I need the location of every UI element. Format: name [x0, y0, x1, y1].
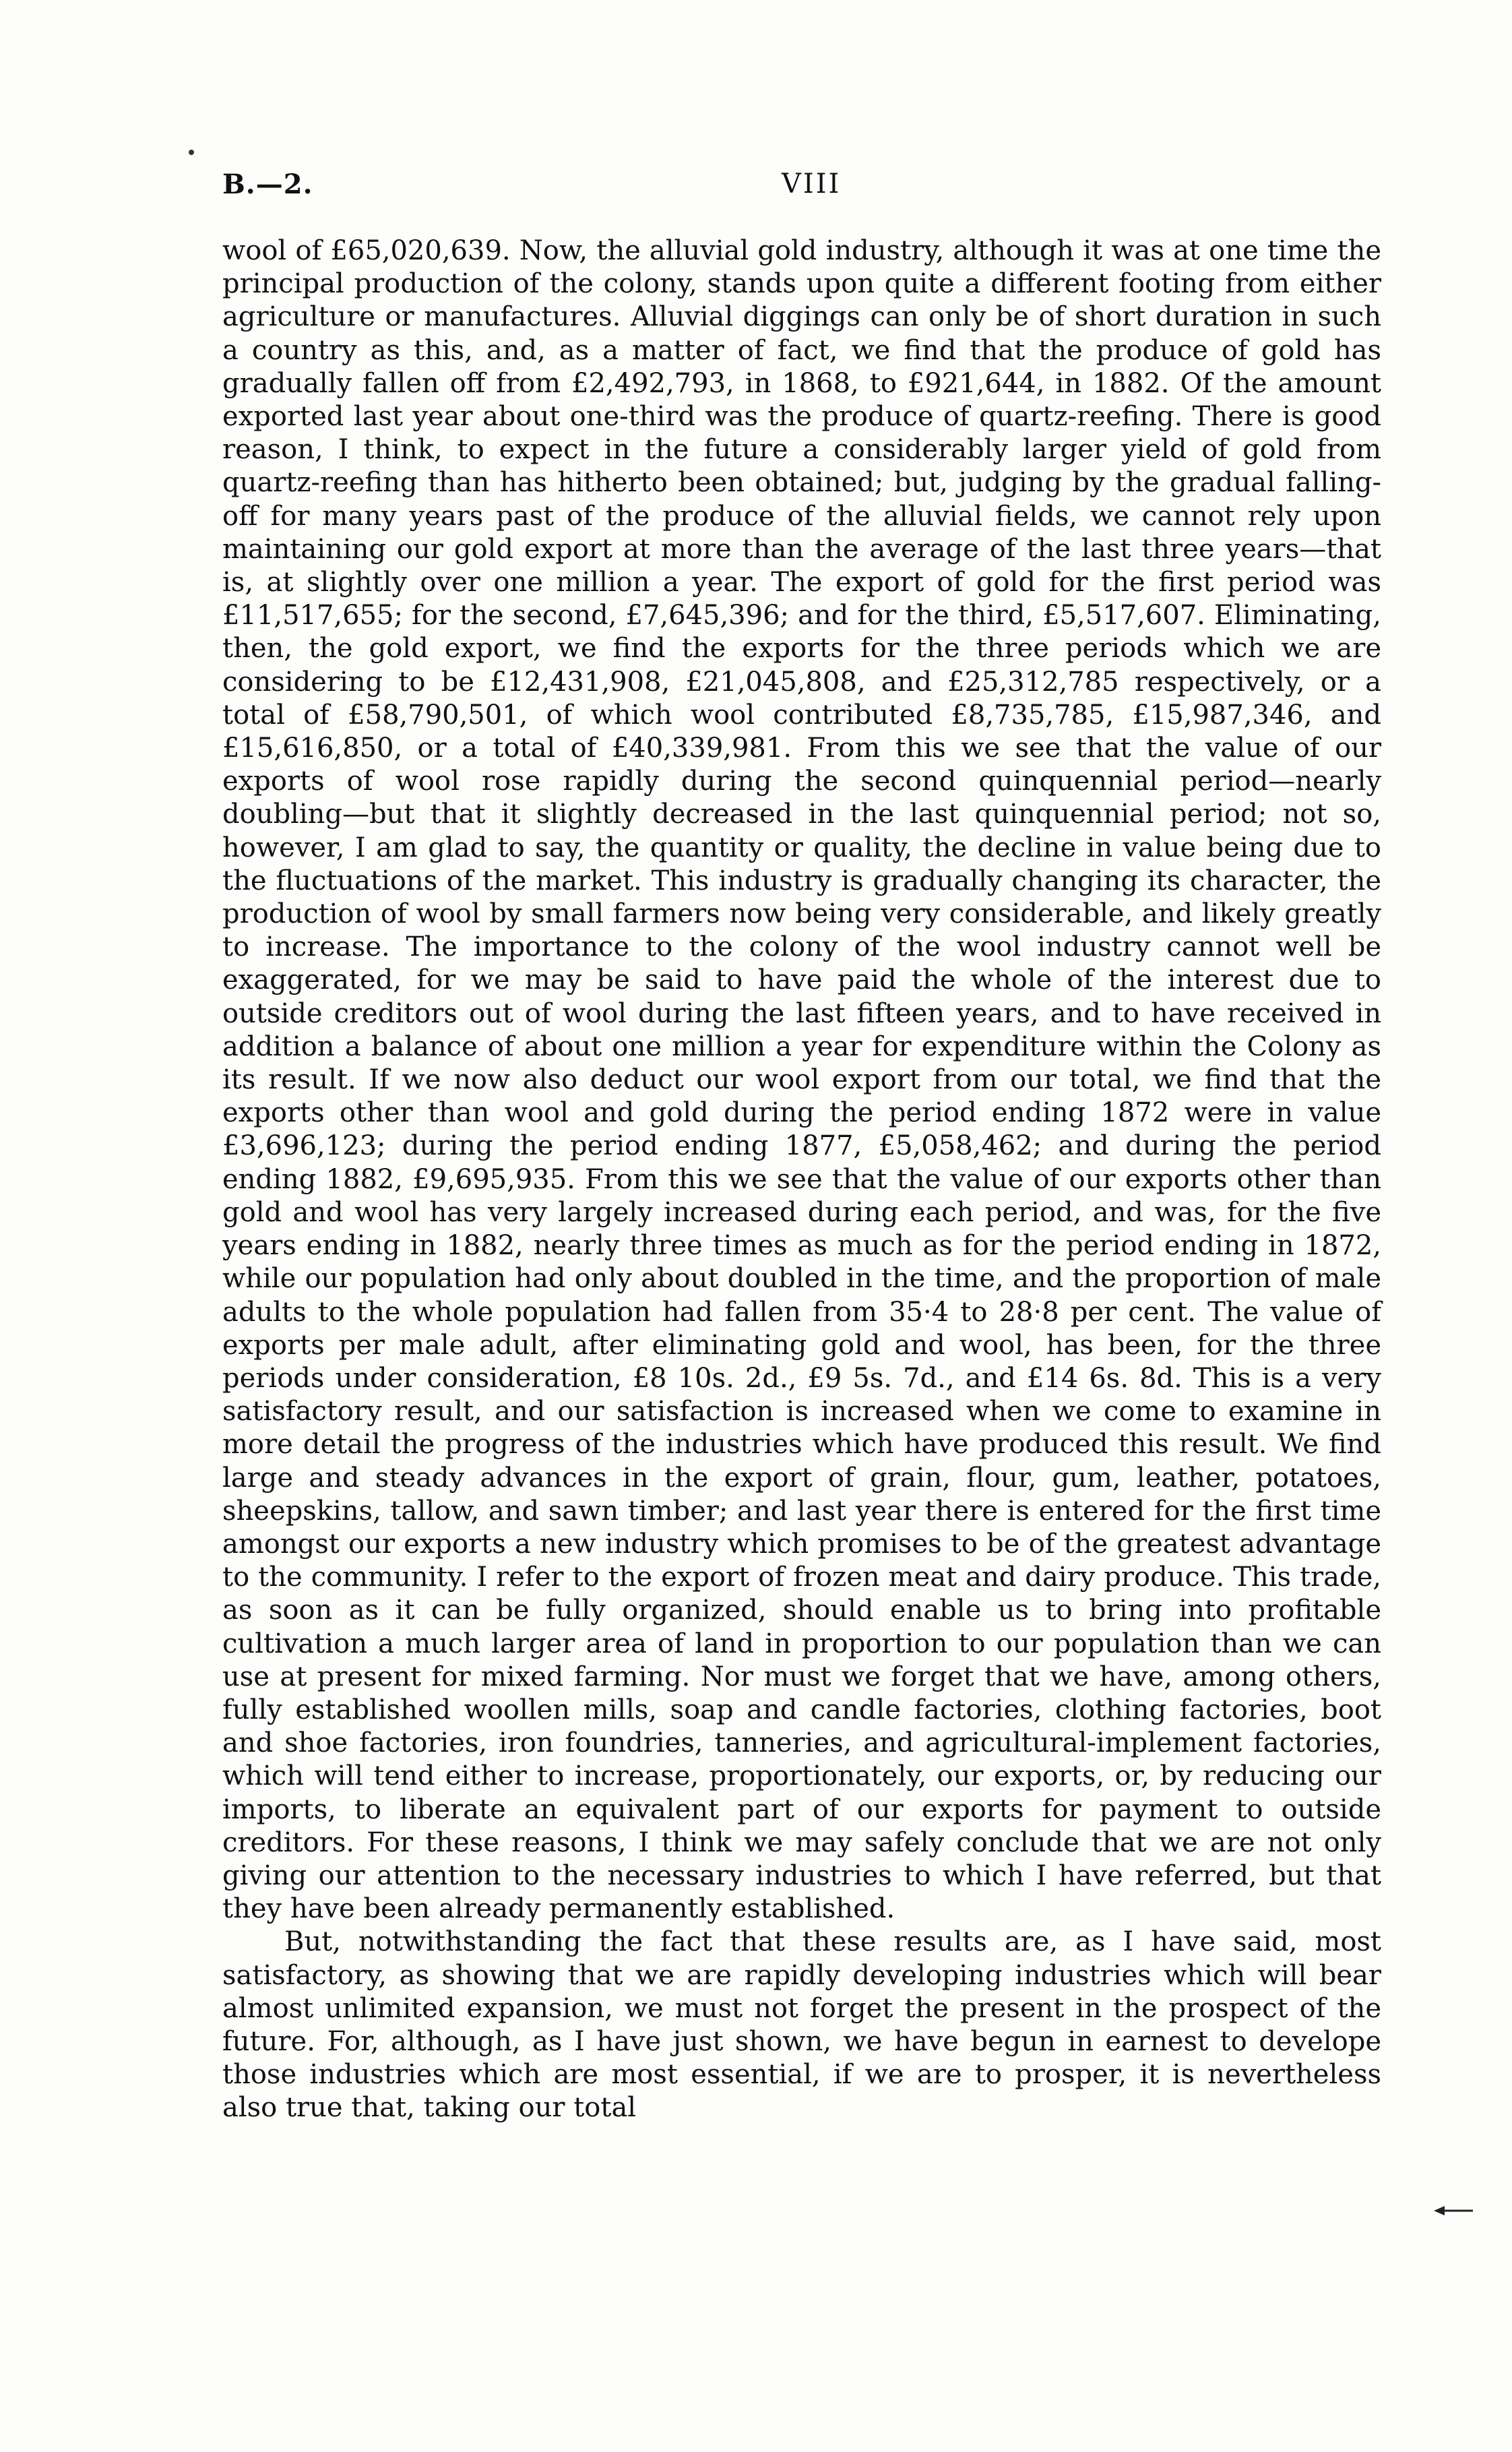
- body-text: [222, 235, 1381, 2125]
- paragraph-1: wool of £65,020,639. Now, the alluvial gold industry, although it was at one time the principal production of the colony, stands upon quite a different footing from either agriculture or manufactures. Alluvial diggings can only be of short duration in such a country as this, and, as a matter of fact, we find that the produce of gold has gradually fallen off from £2,492,793, in 1868, to £921,644, in 1882. Of the amount exported last year about one-third was the produce of quartz-reefing. There is good reason, I think, to expect in the future a considerably larger yield of gold from quartz-reefing than has hitherto been obtained; but, judging by the gradual falling-off for many years past of the produce of the alluvial fields, we cannot rely upon maintaining our gold export at more than the average of the last three years—that is, at slightly over one million a year. The export of gold for the first period was £11,517,655; for the second, £7,645,396; and for the third, £5,517,607. Eliminating, then, the gold export, we find the exports for the three periods which we are considering to be £12,431,908, £21,045,808, and £25,312,785 respectively, or a total of £58,790,501, of which wool contributed £8,735,785, £15,987,346, and £15,616,850, or a total of £40,339,981. From this we see that the value of our exports of wool rose rapidly during the second quinquennial period—nearly doubling—but that it slightly decreased in the last quinquennial period; not so, however, I am glad to say, the quantity or quality, the decline in value being due to the fluctuations of the market. This industry is gradually changing its character, the production of wool by small farmers now being very considerable, and likely greatly to increase. The importance to the colony of the wool industry cannot well be exaggerated, for we may be said to have paid the whole of the interest due to outside creditors out of wool during the last fifteen years, and to have received in addition a balance of about one million a year for expenditure within the Colony as its result. If we now also deduct our wool export from our total, we find that the exports other than wool and gold during the period ending 1872 were in value £3,696,123; during the period ending 1877, £5,058,462; and during the period ending 1882, £9,695,935. From this we see that the value of our exports other than gold and wool has very largely increased during each period, and was, for the five years ending in 1882, nearly three times as much as for the period ending in 1872, while our population had only about doubled in the time, and the proportion of male adults to the whole population had fallen from 35·4 to 28·8 per cent. The value of exports per male adult, after eliminating gold and wool, has been, for the three periods under consideration, £8 10s. 2d., £9 5s. 7d., and £14 6s. 8d. This is a very satisfactory result, and our satisfaction is increased when we come to examine in more detail the progress of the industries which have produced this result. We find large and steady advances in the export of grain, flour, gum, leather, potatoes, sheepskins, tallow, and sawn timber; and last year there is entered for the first time amongst our exports a new industry which promises to be of the greatest advantage to the community. I refer to the export of frozen meat and dairy produce. This trade, as soon as it can be fully organized, should enable us to bring into profitable cultivation a much larger area of land in proportion to our population than we can use at present for mixed farming. Nor must we forget that we have, among others, fully established woollen mills, soap and candle factories, clothing factories, boot and shoe factories, iron foundries, tanneries, and agricultural-implement factories, which will tend either to increase, proportionately, our exports, or, by reducing our imports, to liberate an equivalent part of our exports for payment to outside creditors. For these reasons, I think we may safely conclude that we are not only giving our attention to the necessary industries to which I have referred, but that they have been already permanently established.: [222, 235, 1381, 1925]
- report-reference: B.—2.: [222, 168, 313, 200]
- margin-arrow-icon: [1434, 2204, 1474, 2217]
- margin-dot-mark: [189, 150, 194, 155]
- page-folio: VIII: [782, 168, 842, 200]
- page-header: [222, 168, 1381, 209]
- paragraph-2: But, notwithstanding the fact that these results are, as I have said, most satisfactory, as showing that we are rapidly developing industries which will bear almost unlimited expansion, we must not forget the present in the prospect of the future. For, although, as I have just shown, we have begun in earnest to develope those industries which are most essential, if we are to prosper, it is nevertheless also true that, taking our total: [222, 1926, 1381, 2124]
